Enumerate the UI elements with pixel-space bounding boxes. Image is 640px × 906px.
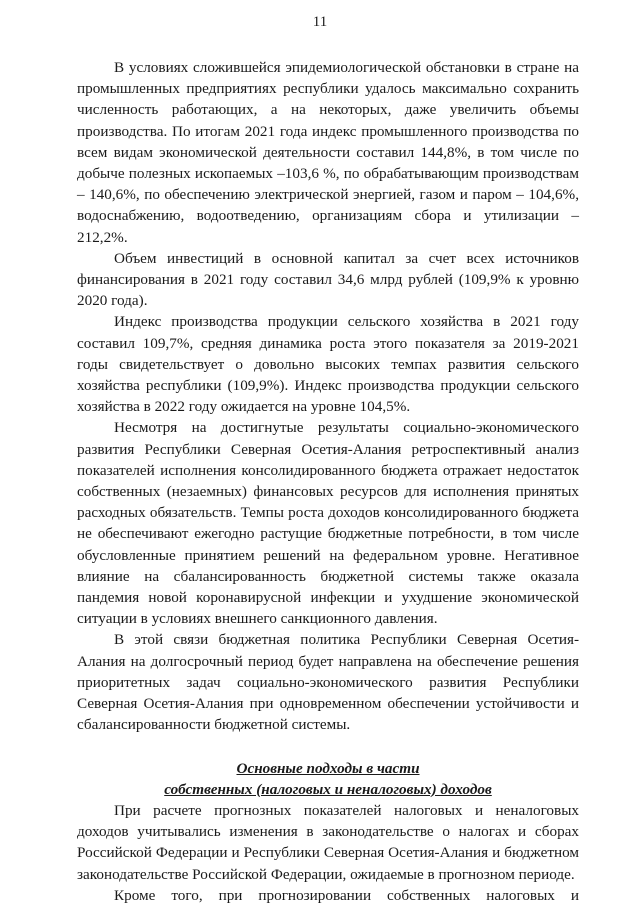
- paragraph-budget-policy: В этой связи бюджетная политика Республики Северная Осетия-Алания на долгосрочный период будет направлена на обеспечение решения приоритетных задач социально-экономического развития Республики Северная Осетия-Алания при одновременном обеспечении устойчивости и сбалансированности бюджетной системы.: [77, 631, 579, 734]
- page-number: 11: [312, 14, 328, 30]
- paragraph-agriculture: Индекс производства продукции сельского хозяйства в 2021 году составил 109,7%, средняя динамика роста этого показателя за 2019-2021 годы свидетельствует о довольно высоких темпах развития сельского хозяйства республики (109,9%). Индекс производства продукции сельского хозяйства в 2022 году ожидается на уровне 104,5%.: [77, 313, 579, 416]
- section-heading-line-2: собственных (налоговых и неналоговых) доходов: [164, 780, 492, 798]
- paragraph-forecast-calculation: При расчете прогнозных показателей налоговых и неналоговых доходов учитывались изменения в законодательстве о налогах и сборах Российской Федерации и Республики Северная Осетия-Алания и бюджетном законодательстве Российской Федерации, ожидаемые в прогнозном периоде.: [77, 801, 579, 883]
- paragraph-budget-analysis: Несмотря на достигнутые результаты социально-экономического развития Республики Северная Осетия-Алания ретроспективный анализ показателей исполнения консолидированного бюджета отражает недостаток собственных (незаемных) финансовых ресурсов для исполнения принятых расходных обязательств. Темпы роста доходов консолидированного бюджета не обеспечивают ежегодно растущие бюджетные потребности, в том числе обусловленные принятием решений на федеральном уровне. Негативное влияние на сбалансированность бюджетной системы также оказала пандемия новой коронавирусной инфекции и ухудшение экономической ситуации в условиях внешнего санкционного давления.: [77, 419, 579, 628]
- section-heading-line-1: Основные подходы в части: [236, 759, 420, 777]
- section-heading: [77, 758, 579, 800]
- paragraph-industry: В условиях сложившейся эпидемиологической обстановки в стране на промышленных предприятиях республики удалось максимально сохранить численность работающих, а на некоторых, даже увеличить объемы производства. По итогам 2021 года индекс промышленного производства по всем видам экономической деятельности составил 144,8%, в том числе по добыче полезных ископаемых –103,6 %, по обрабатывающим производствам – 140,6%, по обеспечению электрической энергией, газом и паром – 104,6%, водоснабжению, водоотведению, организациям сбора и утилизации – 212,2%.: [77, 59, 579, 246]
- paragraph-investments: Объем инвестиций в основной капитал за счет всех источников финансирования в 2021 году составил 34,6 млрд рублей (109,9% к уровню 2020 года).: [77, 249, 579, 310]
- paragraph-forecasting-continued: Кроме того, при прогнозировании собственных налоговых и: [114, 886, 579, 904]
- document-body: [77, 57, 579, 906]
